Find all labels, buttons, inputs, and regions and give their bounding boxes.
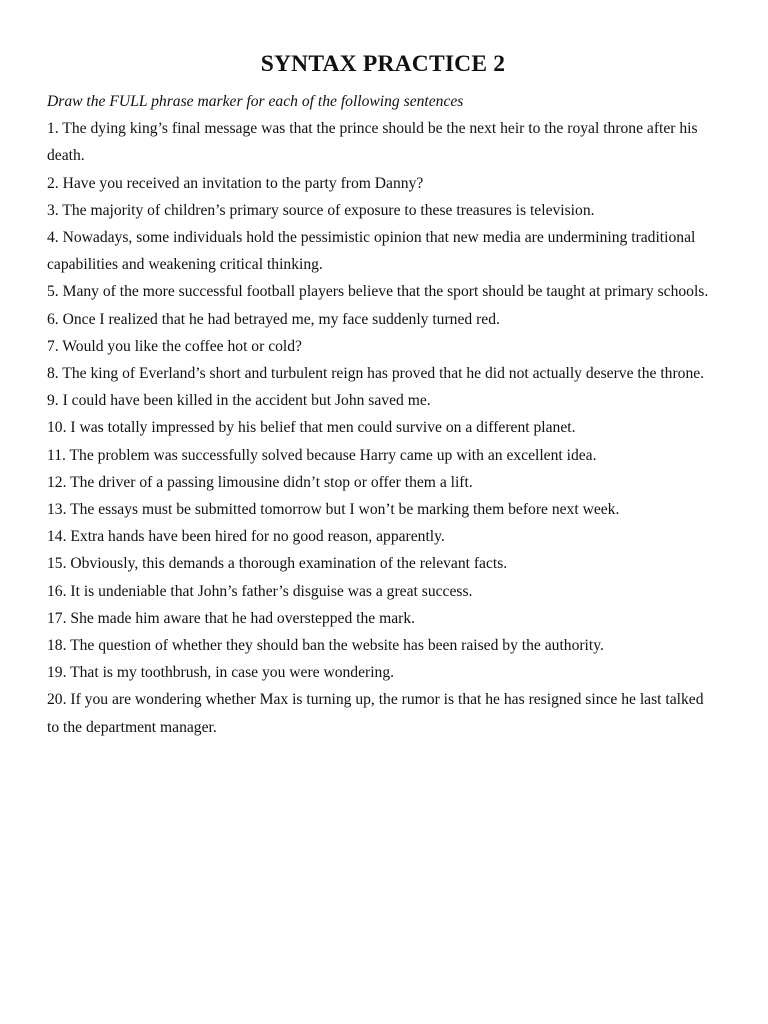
- list-item: 19. That is my toothbrush, in case you were wondering.: [47, 664, 395, 682]
- list-item: 5. Many of the more successful football players believe that the sport should be taught at primary schools.: [47, 283, 709, 301]
- list-item: 9. I could have been killed in the accident but John saved me.: [47, 392, 431, 410]
- list-item: 12. The driver of a passing limousine didn’t stop or offer them a lift.: [47, 473, 473, 491]
- list-item: 10. I was totally impressed by his belief that men could survive on a different planet.: [47, 419, 576, 437]
- instruction-text: Draw the FULL phrase marker for each of the following sentences: [47, 93, 464, 110]
- list-item: 3. The majority of children’s primary source of exposure to these treasures is television.: [47, 201, 595, 219]
- list-item: 8. The king of Everland’s short and turbulent reign has proved that he did not actually deserve the throne.: [47, 365, 705, 383]
- page-title: SYNTAX PRACTICE 2: [260, 51, 506, 77]
- list-item: 13. The essays must be submitted tomorrow but I won’t be marking them before next week.: [47, 501, 620, 519]
- list-item: 16. It is undeniable that John’s father’s disguise was a great success.: [47, 582, 473, 600]
- list-item: 17. She made him aware that he had overstepped the mark.: [47, 609, 416, 627]
- list-item: 15. Obviously, this demands a thorough examination of the relevant facts.: [47, 555, 508, 573]
- list-item: 4. Nowadays, some individuals hold the pessimistic opinion that new media are undermining traditional capabilities and weakening critical thinking.: [47, 229, 696, 274]
- sentence-list: [47, 115, 719, 741]
- document-page: [47, 50, 719, 741]
- list-item: 2. Have you received an invitation to the party from Danny?: [47, 174, 424, 192]
- list-item: 11. The problem was successfully solved because Harry came up with an excellent idea.: [47, 446, 597, 464]
- list-item: 20. If you are wondering whether Max is turning up, the rumor is that he has resigned since he last talked to the department manager.: [47, 691, 704, 736]
- list-item: 6. Once I realized that he had betrayed me, my face suddenly turned red.: [47, 310, 500, 328]
- list-item: 18. The question of whether they should ban the website has been raised by the authority.: [47, 637, 604, 655]
- list-item: 14. Extra hands have been hired for no good reason, apparently.: [47, 528, 445, 546]
- list-item: 1. The dying king’s final message was that the prince should be the next heir to the royal throne after his death.: [47, 120, 698, 165]
- list-item: 7. Would you like the coffee hot or cold?: [47, 337, 302, 355]
